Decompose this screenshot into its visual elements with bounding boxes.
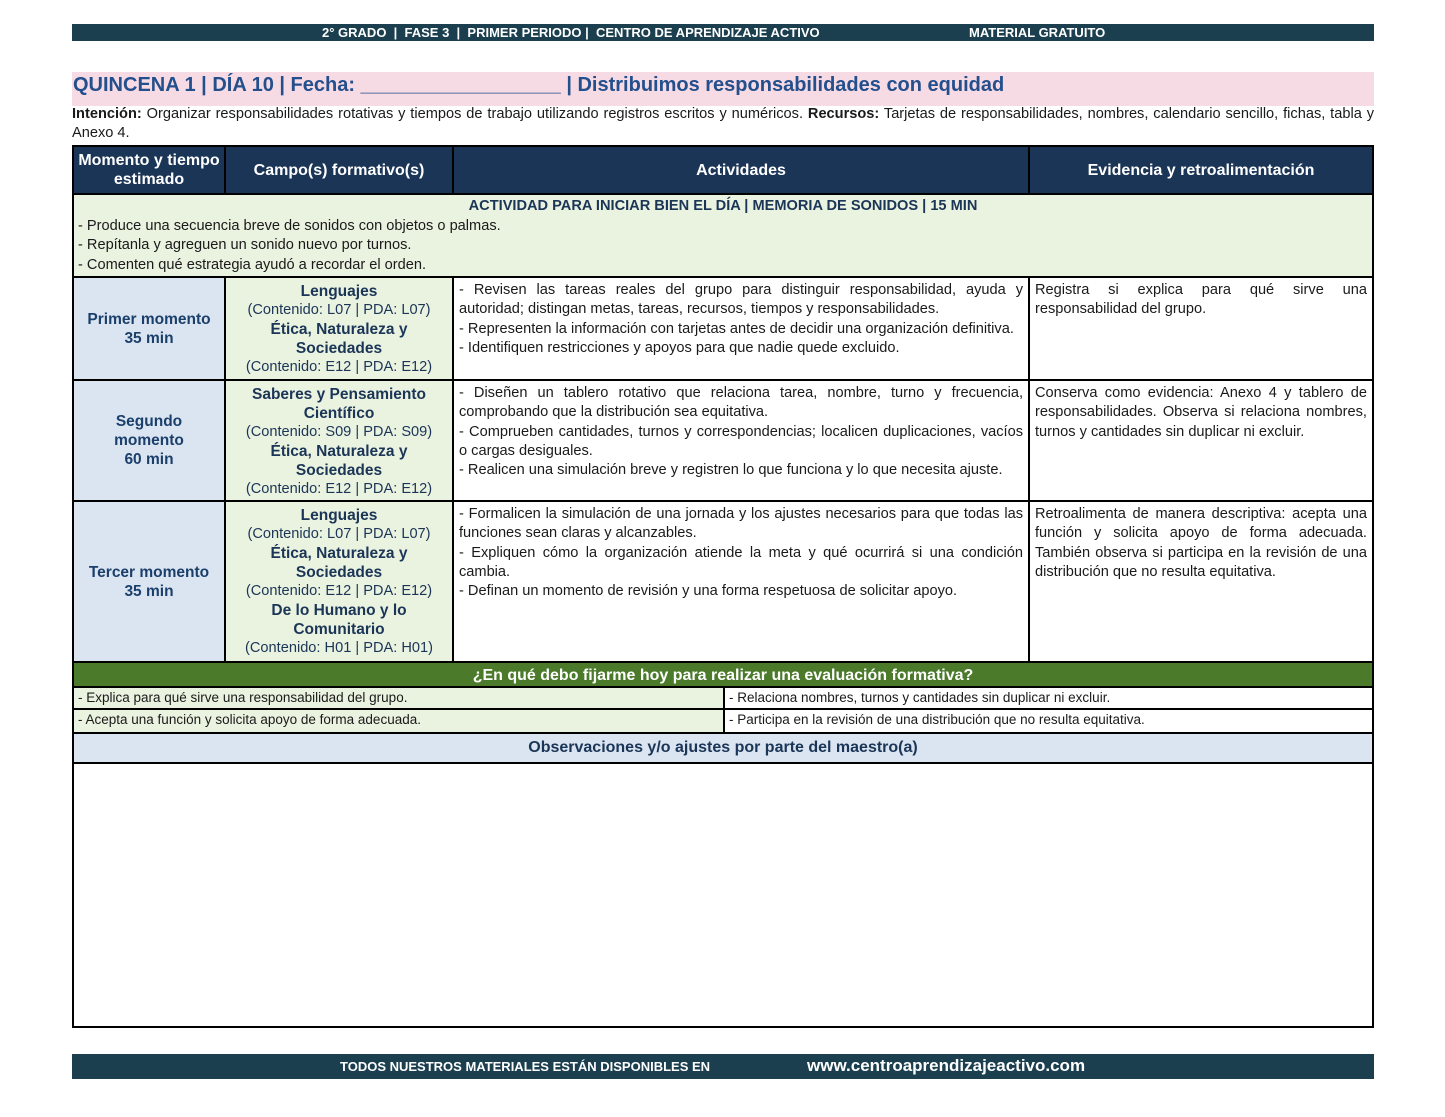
- start-activity-title: ACTIVIDAD PARA INICIAR BIEN EL DÍA | MEMORIA DE SONIDOS | 15 MIN: [468, 198, 978, 214]
- evidence-cell: [1030, 502, 1372, 663]
- evidence-cell: [1030, 278, 1372, 381]
- moment-cell: [74, 502, 226, 663]
- activity-line: - Definan un momento de revisión y una forma respetuosa de solicitar apoyo.: [459, 583, 958, 600]
- activity-line: - Identifiquen restricciones y apoyos para que nadie quede excluido.: [459, 339, 900, 356]
- field-name: Saberes y Pensamiento Científico: [251, 386, 427, 422]
- observations-title: Observaciones y/o ajustes por parte del maestro(a): [74, 734, 1372, 764]
- evidence-text: Retroalimenta de manera descriptiva: acepta una función y solicita apoyo de forma adecuada. También observa si participa en la revisión de una distribución que no resulta equitativa.: [1035, 506, 1367, 580]
- fields-cell: [226, 278, 454, 381]
- moment-cell: [74, 278, 226, 381]
- field-code: (Contenido: L07 | PDA: L07): [247, 302, 431, 318]
- moment-name: Tercer momento: [88, 563, 210, 581]
- evidence-cell: [1030, 381, 1372, 502]
- start-activity: [74, 195, 1372, 278]
- field-name: Lenguajes: [300, 507, 378, 524]
- activity-line: - Diseñen un tablero rotativo que relaciona tarea, nombre, turno y frecuencia, comprobando que la distribución sea equitativa.: [459, 385, 1023, 421]
- intention-paragraph: [72, 105, 1374, 143]
- intention-label: Intención:: [72, 106, 142, 122]
- evidence-text: Registra si explica para qué sirve una responsabilidad del grupo.: [1035, 282, 1367, 318]
- criterion-item: - Acepta una función y solicita apoyo de forma adecuada.: [74, 710, 725, 734]
- title-bar: [72, 72, 1374, 106]
- free-material-label: MATERIAL GRATUITO: [969, 25, 1106, 40]
- activity-line: - Representen la información con tarjetas antes de decidir una organización definitiva.: [459, 320, 1014, 337]
- header-moment: Momento y tiempo estimado: [74, 147, 226, 195]
- top-banner: [72, 24, 1374, 41]
- resources-text: Tarjetas de responsabilidades, nombres, calendario sencillo, fichas, tabla y Anexo 4.: [72, 106, 1375, 141]
- field-name: Ética, Naturaleza y Sociedades: [270, 545, 408, 581]
- observations-area[interactable]: [74, 764, 1372, 1026]
- header-activities: Actividades: [454, 147, 1030, 195]
- field-code: (Contenido: L07 | PDA: L07): [247, 526, 431, 542]
- formative-title: ¿En qué debo fijarme hoy para realizar una evaluación formativa?: [74, 663, 1372, 688]
- start-activity-line: - Comenten qué estrategia ayudó a recordar el orden.: [78, 256, 427, 273]
- footer-url[interactable]: www.centroaprendizajeactivo.com: [807, 1056, 1086, 1075]
- field-name: De lo Humano y lo Comunitario: [271, 602, 407, 638]
- start-activity-line: - Repítanla y agreguen un sonido nuevo por turnos.: [78, 237, 412, 253]
- planning-table: [72, 145, 1374, 1028]
- page-title: QUINCENA 1 | DÍA 10 | Fecha: __________________ | Distribuimos responsabilidades con equidad: [73, 74, 1005, 96]
- footer-banner: [72, 1054, 1374, 1079]
- field-code: (Contenido: E12 | PDA: E12): [245, 359, 433, 375]
- moment-time: 60 min: [124, 451, 174, 468]
- criterion-item: - Relaciona nombres, turnos y cantidades sin duplicar ni excluir.: [725, 688, 1372, 710]
- activity-line: - Revisen las tareas reales del grupo para distinguir responsabilidad, ayuda y autoridad; distingan metas, tareas, recursos, tiempos y responsabilidades.: [459, 282, 1023, 318]
- activities-cell: [454, 381, 1030, 502]
- fields-cell: [226, 381, 454, 502]
- criterion-item: - Participa en la revisión de una distribución que no resulta equitativa.: [725, 710, 1372, 734]
- activity-line: - Formalicen la simulación de una jornada y los ajustes necesarios para que todas las funciones sean claras y alcanzables.: [459, 506, 1023, 542]
- resources-label: Recursos:: [807, 106, 880, 122]
- field-name: Lenguajes: [300, 283, 378, 300]
- field-name: Ética, Naturaleza y Sociedades: [270, 443, 408, 479]
- activities-cell: [454, 502, 1030, 663]
- activity-line: - Comprueben cantidades, turnos y correspondencias; localicen duplicaciones, vacíos o cargas desiguales.: [459, 423, 1023, 459]
- header-fields: Campo(s) formativo(s): [226, 147, 454, 195]
- moment-name: Primer momento: [87, 310, 211, 328]
- footer-text: TODOS NUESTROS MATERIALES ESTÁN DISPONIBLES EN: [340, 1059, 711, 1074]
- criterion-item: - Explica para qué sirve una responsabilidad del grupo.: [74, 688, 725, 710]
- moment-time: 35 min: [124, 582, 174, 600]
- activity-line: - Realicen una simulación breve y registren lo que funciona y lo que necesita ajuste.: [459, 462, 1003, 479]
- field-code: (Contenido: E12 | PDA: E12): [245, 481, 433, 497]
- activities-cell: [454, 278, 1030, 381]
- grade-info: 2° GRADO | FASE 3 | PRIMER PERIODO | CENTRO DE APRENDIZAJE ACTIVO: [322, 25, 820, 40]
- start-activity-line: - Produce una secuencia breve de sonidos con objetos o palmas.: [78, 217, 501, 234]
- evidence-text: Conserva como evidencia: Anexo 4 y tablero de responsabilidades. Observa si relaciona nombres, turnos y cantidades sin duplicar ni excluir.: [1035, 385, 1367, 440]
- moment-cell: [74, 381, 226, 502]
- moment-name: Segundo momento: [114, 413, 184, 449]
- activity-line: - Expliquen cómo la organización atiende la meta y qué ocurrirá si una condición cambia.: [459, 544, 1023, 580]
- moment-time: 35 min: [124, 329, 174, 347]
- field-name: Ética, Naturaleza y Sociedades: [270, 321, 408, 357]
- field-code: (Contenido: S09 | PDA: S09): [245, 424, 433, 440]
- field-code: (Contenido: E12 | PDA: E12): [245, 583, 433, 599]
- field-code: (Contenido: H01 | PDA: H01): [245, 640, 433, 656]
- intention-text: Organizar responsabilidades rotativas y tiempos de trabajo utilizando registros escritos y numéricos.: [141, 106, 808, 122]
- fields-cell: [226, 502, 454, 663]
- header-evidence: Evidencia y retroalimentación: [1030, 147, 1372, 195]
